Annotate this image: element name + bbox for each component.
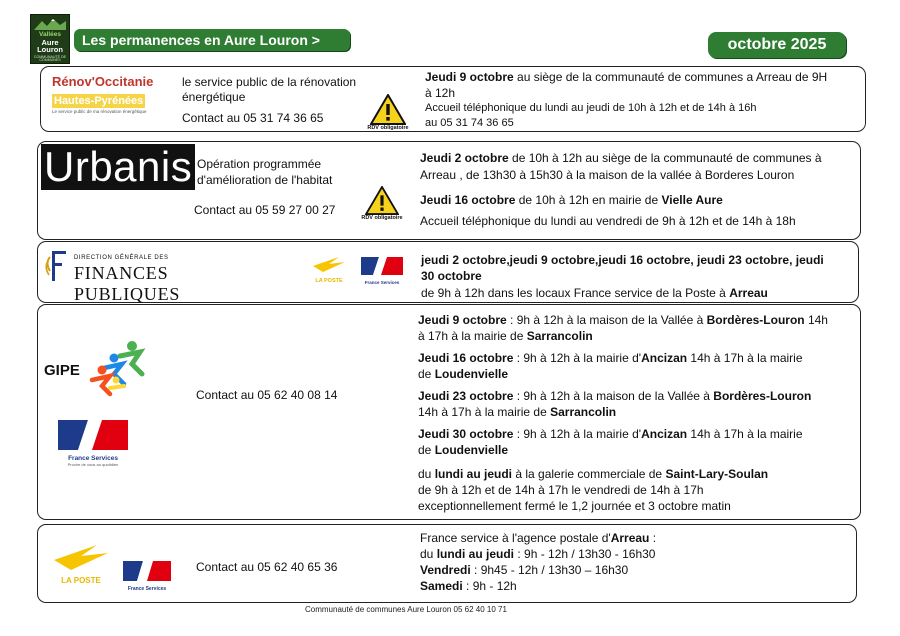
dgfip-poste-label: LA POSTE [315, 278, 343, 284]
page-title[interactable]: Les permanences en Aure Louron > [74, 29, 350, 51]
gipe-entry-text: : 9h à 12h à la mairie d' [513, 427, 642, 441]
renov-date: Jeudi 9 octobre [425, 70, 514, 84]
gipe-sl-hours: de 9h à 12h et de 14h à 17h le vendredi de 14h à 17h [418, 483, 704, 497]
renov-logo-region: Hautes-Pyrénées [54, 95, 144, 107]
gipe-sl-text: du [418, 467, 435, 481]
gipe-contact: Contact au 05 62 40 08 14 [196, 388, 338, 402]
gipe-entry-date: Jeudi 23 octobre [418, 389, 514, 403]
renov-schedule-line1: au siège de la communauté de communes a Arreau de 9H [513, 70, 828, 84]
dgfip-poste-logo [308, 256, 350, 284]
dgfip-schedule [421, 252, 856, 302]
la-poste-bird-icon [51, 543, 111, 571]
renov-logo-tagline: Le service public de ma rénovation énergétique [52, 109, 147, 114]
gipe-entry [418, 388, 858, 426]
poste-friday-hours: : 9h45 - 12h / 13h30 – 16h30 [470, 563, 629, 577]
urbanis-line4: Accueil téléphonique du lundi au vendredi de 9h à 12h et de 14h à 18h [420, 214, 796, 228]
poste-fs-logo [121, 561, 173, 592]
poste-saturday-hours: : 9h - 12h [462, 579, 517, 593]
aure-louron-logo [30, 14, 70, 64]
gipe-fs-label: France Services [68, 455, 118, 462]
urbanis-line3: de 10h à 12h en mairie de [515, 193, 662, 207]
gipe-fs-tagline: Proche de vous au quotidien [67, 462, 119, 467]
month-badge: octobre 2025 [708, 32, 846, 58]
gipe-sl-text: à la galerie commerciale de [512, 467, 666, 481]
urbanis-description-line2: d'amélioration de l'habitat [197, 173, 333, 187]
renov-schedule-line4: au 05 31 74 36 65 [425, 117, 514, 129]
dgfip-line2: 30 octobre [421, 269, 482, 283]
dgfip-fs-label: France Services [364, 280, 400, 285]
gipe-entry-place: Loudenvielle [434, 443, 509, 457]
la-poste-bird-icon [311, 256, 347, 273]
gipe-entry-place: Sarrancolin [550, 405, 617, 419]
logo-tagline: COMMUNAUTÉ DE COMMUNES [33, 54, 67, 63]
urbanis-contact: Contact au 05 59 27 00 27 [194, 203, 336, 217]
gipe-entry-place: Sarrancolin [526, 329, 593, 343]
dgfip-logo-big: FINANCES PUBLIQUES [74, 263, 181, 304]
gipe-logo [44, 340, 148, 398]
poste-saturday: Samedi [420, 579, 463, 593]
mountain-icon [34, 18, 66, 30]
urbanis-logo: Urbanis [41, 144, 195, 190]
gipe-entry-place: Bordères-Louron [713, 389, 812, 403]
footer-contact: Communauté de communes Aure Louron 05 62 40 10 71 [305, 605, 507, 614]
renov-contact: Contact au 05 31 74 36 65 [182, 111, 324, 125]
gipe-schedule [418, 312, 858, 514]
urbanis-place: Vielle Aure [661, 193, 723, 207]
gipe-entry-text: à 17h à la mairie de [418, 329, 527, 343]
poste-logo [48, 543, 114, 585]
urbanis-line2: Arreau , de 13h30 à 15h30 à la maison de la vallée à Borderes Louron [420, 168, 795, 182]
logo-line3: Louron [37, 45, 63, 54]
gipe-entry-date: Jeudi 16 octobre [418, 351, 514, 365]
urbanis-line1: de 10h à 12h au siège de la communauté de communes à [508, 151, 822, 165]
renov-logo [52, 74, 177, 114]
poste-days: lundi au jeudi [436, 547, 515, 561]
renov-schedule [425, 69, 863, 131]
poste-hours: : 9h - 12h / 13h30 - 16h30 [514, 547, 656, 561]
poste-line1: France service à l'agence postale d' [420, 531, 611, 545]
gipe-entry-date: Jeudi 9 octobre [418, 313, 507, 327]
gipe-entry [418, 350, 858, 388]
dgfip-logo [44, 249, 264, 304]
gipe-entry [418, 312, 858, 350]
poste-schedule [420, 530, 850, 594]
marianne-icon [44, 249, 68, 283]
gipe-entry-text: 14h à 17h à la mairie de [418, 405, 551, 419]
gipe-sl-place: Saint-Lary-Soulan [665, 467, 769, 481]
poste-line1-end: : [649, 531, 657, 545]
gipe-sl-closure: exceptionnellement fermé le 1,2 journée et 3 octobre matin [418, 499, 731, 513]
gipe-entry [418, 426, 858, 466]
poste-logo-label: LA POSTE [61, 576, 101, 585]
gipe-entry-date: Jeudi 30 octobre [418, 427, 514, 441]
gipe-entry-text: : 9h à 12h à la maison de la Vallée à [513, 389, 714, 403]
gipe-fs-logo [56, 420, 130, 467]
dgfip-line1: jeudi 2 octobre,jeudi 9 octobre,jeudi 16 octobre, jeudi 23 octobre, jeudi [421, 253, 824, 267]
dgfip-fs-logo [360, 257, 404, 285]
gipe-entry-place: Loudenvielle [434, 367, 509, 381]
urbanis-schedule [420, 150, 860, 230]
gipe-entry-text: : 9h à 12h à la maison de la Vallée à [506, 313, 707, 327]
gipe-entry-text: 14h [804, 313, 828, 327]
urbanis-date2: Jeudi 16 octobre [420, 193, 516, 207]
gipe-logo-text: GIPE [44, 362, 80, 379]
warning-icon [365, 186, 399, 215]
urbanis-description-line1: Opération programmée [197, 157, 322, 171]
poste-friday: Vendredi [420, 563, 471, 577]
logo-line1: Vallées [38, 31, 62, 38]
france-services-icon [58, 420, 128, 450]
urbanis-warning [359, 186, 405, 222]
logo-line2: Aure [41, 37, 59, 47]
warning-icon [370, 94, 406, 125]
poste-fs-label: France Services [127, 586, 167, 592]
gipe-entry-text: 14h à 17h à la mairie [687, 351, 803, 365]
gipe-saint-lary [418, 466, 858, 514]
gipe-entry-text: de [418, 367, 435, 381]
urbanis-description [197, 156, 387, 188]
renov-logo-name: Rénov'Occitanie [52, 74, 154, 89]
urbanis-warning-caption: RDV obligatoire [361, 215, 403, 221]
gipe-sl-days: lundi au jeudi [434, 467, 513, 481]
poste-contact: Contact au 05 62 40 65 36 [196, 560, 338, 574]
gipe-entry-text: de [418, 443, 435, 457]
renov-warning-caption: RDV obligatoire [367, 125, 409, 131]
renov-schedule-line3: Accueil téléphonique du lundi au jeudi de 10h à 12h et de 14h à 16h [425, 102, 757, 114]
gipe-entry-place: Ancizan [641, 427, 688, 441]
renov-warning [364, 94, 412, 132]
dgfip-line3: de 9h à 12h dans les locaux France service de la Poste à [421, 286, 730, 300]
gipe-entry-text: 14h à 17h à la mairie [687, 427, 803, 441]
france-services-icon [123, 561, 171, 581]
renov-description-line1: le service public de la rénovation [182, 75, 357, 89]
poste-line2-prefix: du [420, 547, 437, 561]
renov-schedule-line2: à 12h [425, 86, 456, 100]
dgfip-logo-small: DIRECTION GÉNÉRALE DES [74, 255, 169, 261]
renov-description-line2: énergétique [182, 90, 246, 104]
france-services-icon [361, 257, 403, 275]
gipe-entry-place: Ancizan [641, 351, 688, 365]
urbanis-date1: Jeudi 2 octobre [420, 151, 509, 165]
renov-description [182, 75, 382, 105]
gipe-entry-text: : 9h à 12h à la mairie d' [513, 351, 642, 365]
gipe-entry-place: Bordères-Louron [706, 313, 805, 327]
poste-place: Arreau [610, 531, 650, 545]
dgfip-place: Arreau [729, 286, 768, 300]
